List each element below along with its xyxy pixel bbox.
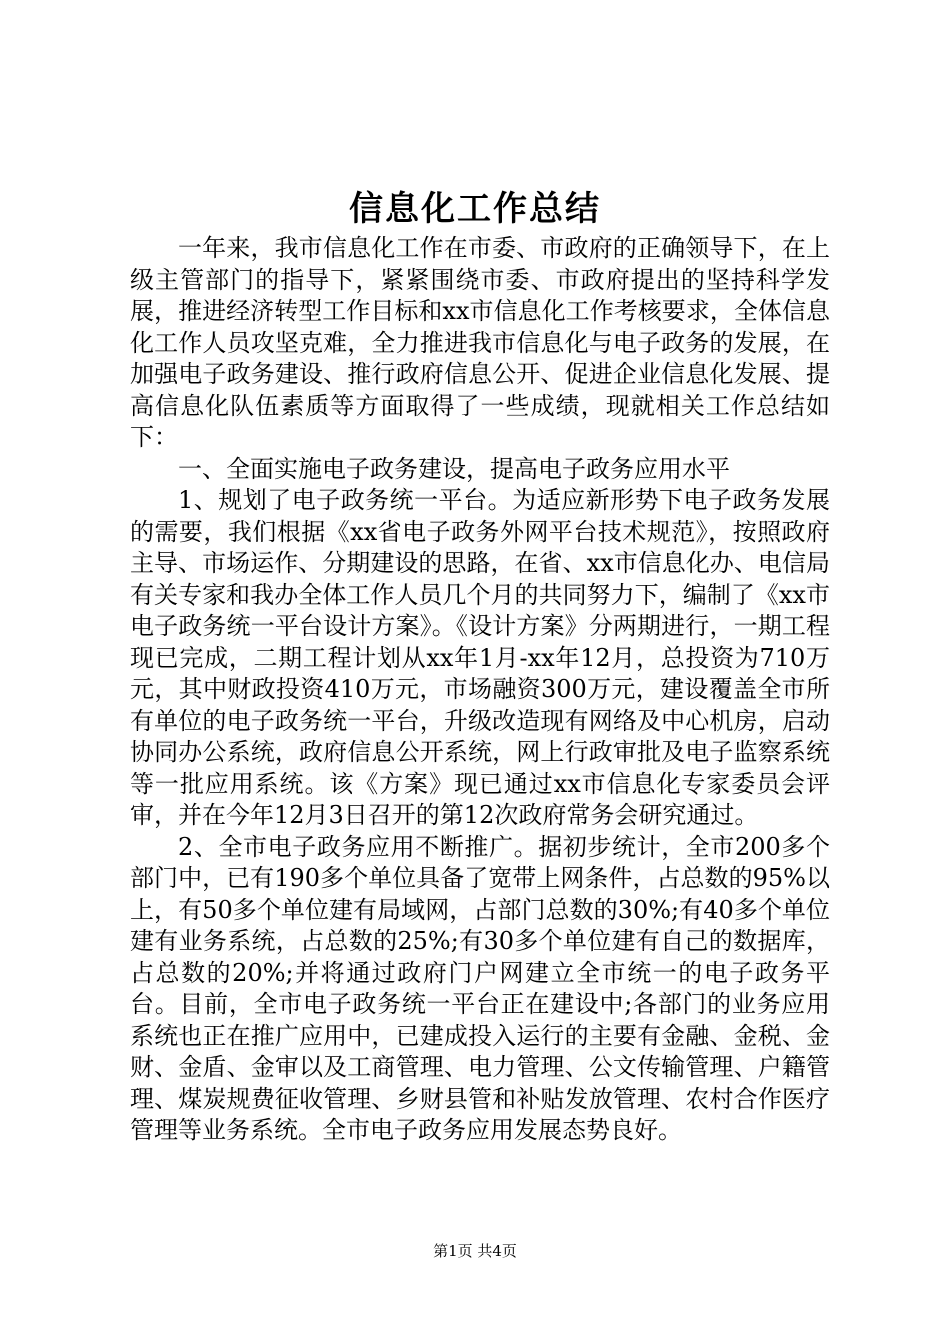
paragraph-application-promotion: 2、全市电子政务应用不断推广。据初步统计，全市200多个部门中，已有190多个单位具备了宽带上网条件，占总数的95%以上，有50多个单位建有局域网，占部门总数的30%;有40多个单位建有业务系统，占总数的25%;有30多个单位建有自己的数据库，占总数的20%;并将通过政府门户网建立全市统一的电子政务平台。目前，全市电子政务统一平台正在建设中;各部门的业务应用系统也正在推广应用中，已建成投入运行的主要有金融、金税、金财、金盾、金审以及工商管理、电力管理、公文传输管理、户籍管理、煤炭规费征收管理、乡财县管和补贴发放管理、农村合作医疗管理等业务系统。全市电子政务应用发展态势良好。 xyxy=(130,832,830,1144)
document-title: 信息化工作总结 xyxy=(349,189,601,229)
document-body xyxy=(130,233,830,1147)
paragraph-intro: 一年来，我市信息化工作在市委、市政府的正确领导下，在上级主管部门的指导下，紧紧围绕市委、市政府提出的坚持科学发展，推进经济转型工作目标和xx市信息化工作考核要求，全体信息化工作人员攻坚克难，全力推进我市信息化与电子政务的发展，在加强电子政务建设、推行政府信息公开、促进企业信息化发展、提高信息化队伍素质等方面取得了一些成绩，现就相关工作总结如下： xyxy=(130,234,830,451)
paragraph-platform-plan: 1、规划了电子政务统一平台。为适应新形势下电子政务发展的需要，我们根据《xx省电子政务外网平台技术规范》，按照政府主导、市场运作、分期建设的思路，在省、xx市信息化办、电信局有关专家和我办全体工作人员几个月的共同努力下，编制了《xx市电子政务统一平台设计方案》。《设计方案》分两期进行，一期工程现已完成，二期工程计划从xx年1月-xx年12月，总投资为710万元，其中财政投资410万元，市场融资300万元，建设覆盖全市所有单位的电子政务统一平台，升级改造现有网络及中心机房，启动协同办公系统，政府信息公开系统，网上行政审批及电子监察系统等一批应用系统。该《方案》现已通过xx市信息化专家委员会评审，并在今年12月3日召开的第12次政府常务会研究通过。 xyxy=(130,486,830,829)
page-number-footer: 第1页 共4页 xyxy=(433,1242,517,1260)
section-heading: 一、全面实施电子政务建设，提高电子政务应用水平 xyxy=(178,454,730,483)
